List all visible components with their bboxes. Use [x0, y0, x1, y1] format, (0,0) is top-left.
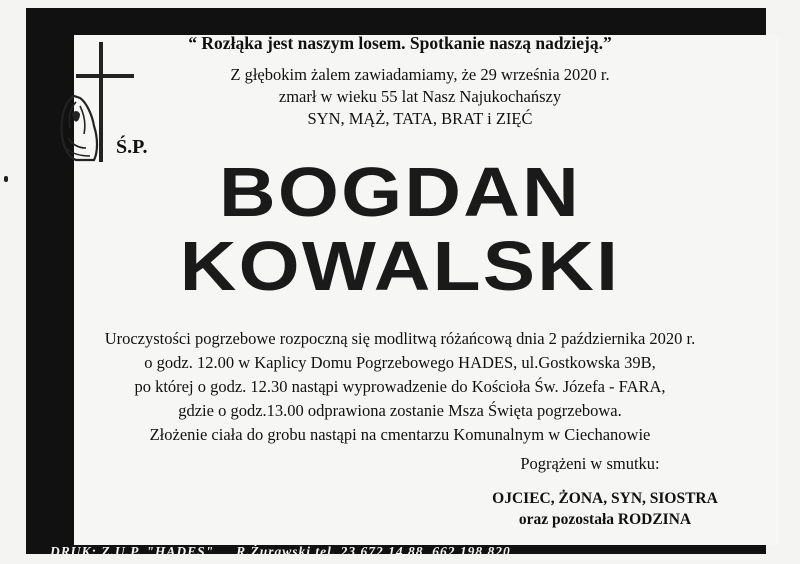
deceased-last-name: KOWALSKI — [179, 227, 621, 305]
printer-name: DRUK: Z.U.P. "HADES" — [50, 544, 215, 559]
details-line: po której o godz. 12.30 nastąpi wyprowadzenie do Kościoła Św. Józefa - FARA, — [134, 377, 666, 396]
funeral-details — [40, 327, 760, 447]
details-line: Uroczystości pogrzebowe rozpoczną się modlitwą różańcową dnia 2 października 2020 r. — [104, 329, 696, 348]
details-line: o godz. 12.00 w Kaplicy Domu Pogrzebowego HADES, ul.Gostkowska 39B, — [144, 353, 656, 372]
printer-footer — [50, 544, 533, 560]
announcement — [150, 64, 690, 130]
quote: “ Rozłąka jest naszym losem. Spotkanie naszą nadzieją.” — [188, 33, 612, 53]
mourners-line: OJCIEC, ŻONA, SYN, SIOSTRA — [492, 490, 718, 507]
memorial-prefix: Ś.P. — [116, 136, 148, 158]
mourners-list — [440, 488, 770, 530]
announcement-line: Z głębokim żalem zawiadamiamy, że 29 września 2020 r. — [230, 65, 610, 84]
deceased-first-name: BOGDAN — [219, 153, 581, 231]
printer-contact: R.Żurawski tel. 23 672 14 88, 662 198 820 — [236, 544, 511, 559]
announcement-line: zmarł w wieku 55 lat Nasz Najukochańszy — [278, 87, 562, 106]
details-line: Złożenie ciała do grobu nastąpi na cmentarzu Komunalnym w Ciechanowie — [149, 425, 651, 444]
announcement-line: SYN, MĄŻ, TATA, BRAT i ZIĘĆ — [307, 109, 533, 128]
details-line: gdzie o godz.13.00 odprawiona zostanie Msza Święta pogrzebowa. — [178, 401, 622, 420]
mourners-line: oraz pozostała RODZINA — [518, 511, 692, 528]
mourning-title: Pogrążeni w smutku: — [520, 454, 660, 473]
